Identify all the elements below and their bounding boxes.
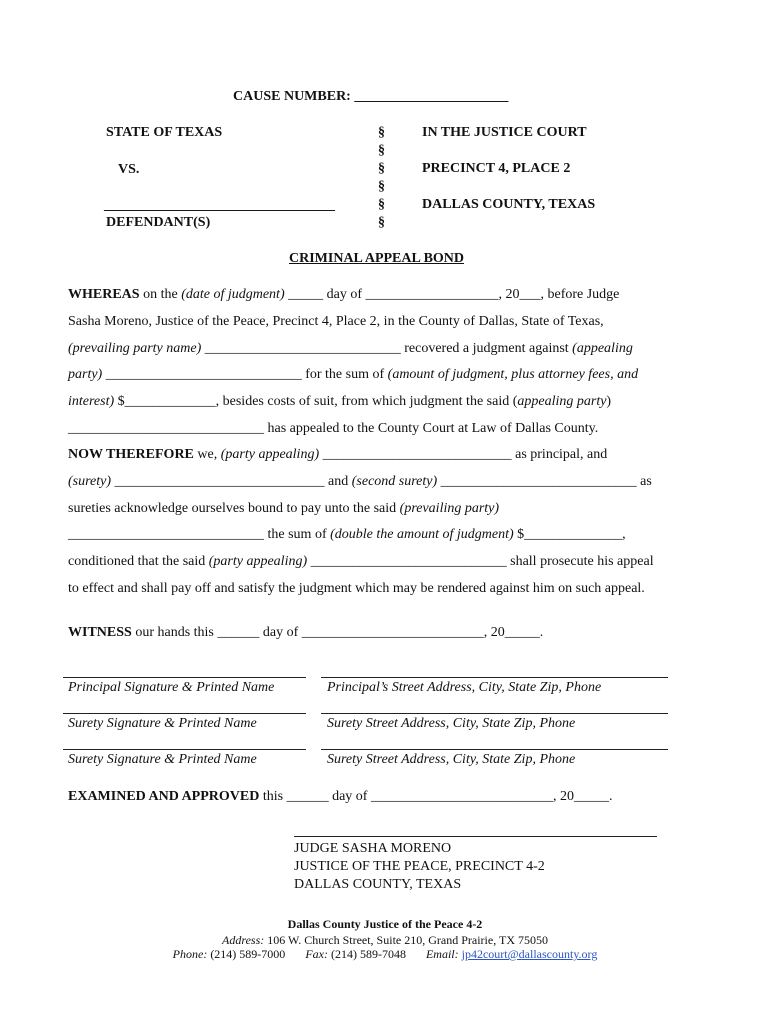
section-sign: § (378, 143, 385, 158)
body-line-11: conditioned that the said (party appealing) ____________________________ shall prosecute his appeal (68, 554, 654, 569)
footer-contact: Phone: (214) 589-7000 Fax: (214) 589-7048 Email: jp42court@dallascounty.org (172, 947, 598, 961)
witness-line: WITNESS our hands this ______ day of __________________________, 20_____. (68, 625, 544, 640)
address-line (321, 713, 668, 714)
section-sign: § (378, 161, 385, 176)
principal-signature-label: Principal Signature & Printed Name (68, 680, 275, 695)
judge-county: DALLAS COUNTY, TEXAS (294, 877, 462, 892)
body-line-6: ____________________________ has appealed to the County Court at Law of Dallas County. (68, 421, 599, 436)
signature-line (63, 749, 306, 750)
body-line-2: Sasha Moreno, Justice of the Peace, Precinct 4, Place 2, in the County of Dallas, State of Texas, (68, 314, 604, 329)
caption-defendant-label: DEFENDANT(S) (106, 215, 211, 230)
body-line-3: (prevailing party name) ____________________________ recovered a judgment against (appealing (68, 341, 633, 356)
judge-signature-line (294, 836, 657, 837)
cause-number-blank: ______________________ (354, 89, 509, 104)
body-line-1: WHEREAS on the (date of judgment) _____ day of ___________________, 20___, before Judge (68, 287, 620, 302)
body-line-10: ____________________________ the sum of (double the amount of judgment) $______________, (68, 527, 626, 542)
examined-line: EXAMINED AND APPROVED this ______ day of __________________________, 20_____. (68, 789, 613, 804)
body-line-12: to effect and shall pay off and satisfy the judgment which may be rendered against him on such appeal. (68, 581, 645, 596)
body-line-9: sureties acknowledge ourselves bound to pay unto the said (prevailing party) (68, 501, 500, 516)
caption-defendant-blank: _________________________________ (104, 198, 335, 213)
body-line-7: NOW THEREFORE we, (party appealing) ___________________________ as principal, and (68, 447, 608, 462)
body-line-8: (surety) ______________________________ and (second surety) ____________________________ as (68, 474, 652, 489)
section-sign: § (378, 179, 385, 194)
section-sign: § (378, 197, 385, 212)
body-line-4: party) ____________________________ for the sum of (amount of judgment, plus attorney fees, and (68, 367, 639, 382)
footer-office: Dallas County Justice of the Peace 4-2 (287, 917, 483, 931)
footer-email-link[interactable]: jp42court@dallascounty.org (461, 947, 598, 961)
surety-address-label: Surety Street Address, City, State Zip, Phone (327, 752, 576, 767)
caption-county: DALLAS COUNTY, TEXAS (422, 197, 596, 212)
signature-line (63, 713, 306, 714)
body-line-5: interest) $_____________, besides costs of suit, from which judgment the said (appealing party) (68, 394, 612, 409)
caption-vs: VS. (118, 162, 140, 177)
judge-title: JUSTICE OF THE PEACE, PRECINCT 4-2 (294, 859, 545, 874)
section-sign: § (378, 215, 385, 230)
caption-court: IN THE JUSTICE COURT (422, 125, 587, 140)
principal-address-label: Principal’s Street Address, City, State Zip, Phone (327, 680, 602, 695)
cause-number-line (233, 89, 508, 105)
caption-state: STATE OF TEXAS (106, 125, 223, 140)
signature-line (63, 677, 306, 678)
surety-signature-label: Surety Signature & Printed Name (68, 752, 257, 767)
footer-address: Address: 106 W. Church Street, Suite 210, Grand Prairie, TX 75050 (222, 933, 548, 947)
address-line (321, 677, 668, 678)
surety-signature-label: Surety Signature & Printed Name (68, 716, 257, 731)
caption-precinct: PRECINCT 4, PLACE 2 (422, 161, 571, 176)
cause-number-label: CAUSE NUMBER: (233, 89, 351, 104)
surety-address-label: Surety Street Address, City, State Zip, Phone (327, 716, 576, 731)
section-sign: § (378, 125, 385, 140)
document-title: CRIMINAL APPEAL BOND (289, 251, 465, 266)
address-line (321, 749, 668, 750)
judge-name: JUDGE SASHA MORENO (294, 841, 452, 856)
